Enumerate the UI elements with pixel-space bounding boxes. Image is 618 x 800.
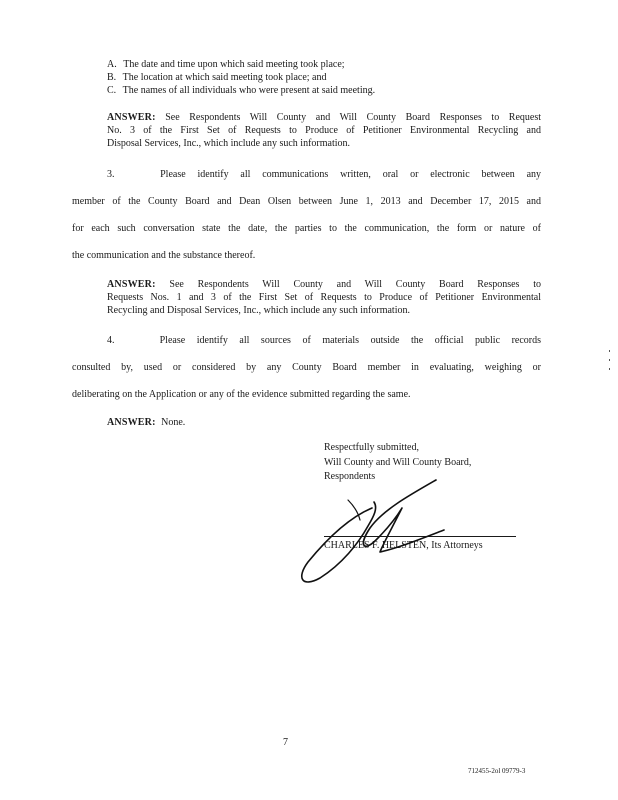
q3-line4: the communication and the substance thereof. bbox=[72, 250, 256, 261]
closing-line1: Respectfully submitted, bbox=[324, 442, 419, 453]
q3-line1 bbox=[107, 170, 541, 180]
document-id: 712455-2ol 09779-3 bbox=[468, 767, 526, 775]
list-marker: A. bbox=[107, 59, 117, 70]
q3-line2: member of the County Board and Dean Olsen between June 1, 2013 and December 17, 2015 and bbox=[72, 196, 541, 207]
list-text: The location at which said meeting took place; and bbox=[122, 72, 327, 83]
answer1-line1 bbox=[107, 113, 541, 123]
list-text: The names of all individuals who were present at said meeting. bbox=[122, 85, 376, 96]
closing-line3: Respondents bbox=[324, 471, 376, 482]
signature-scribble bbox=[288, 478, 448, 593]
list-marker: C. bbox=[107, 85, 117, 96]
q4-line1 bbox=[107, 336, 541, 346]
list-item-b bbox=[107, 73, 327, 83]
answer-text: See Respondents Will County and Will County Board Responses to Request bbox=[165, 112, 542, 123]
answer1-line2: No. 3 of the First Set of Requests to Produce of Petitioner Environmental Recycling and bbox=[107, 125, 541, 136]
q4-line3: deliberating on the Application or any of the evidence submitted regarding the same. bbox=[72, 389, 411, 400]
list-text: The date and time upon which said meeting took place; bbox=[123, 59, 345, 70]
answer-label: ANSWER: bbox=[107, 112, 156, 123]
answer3 bbox=[107, 418, 185, 428]
q3-number: 3. bbox=[107, 169, 115, 180]
answer-text: None. bbox=[161, 417, 186, 428]
q3-text: Please identify all communications written, oral or electronic between any bbox=[160, 169, 542, 180]
answer1-line3: Disposal Services, Inc., which include any such information. bbox=[107, 138, 350, 149]
q3-line3: for each such conversation state the date, the parties to the communication, the form or nature of bbox=[72, 223, 541, 234]
answer-label: ANSWER: bbox=[107, 417, 156, 428]
answer2-line3: Recycling and Disposal Services, Inc., which include any such information. bbox=[107, 305, 410, 316]
list-item-a bbox=[107, 60, 345, 70]
answer-text: See Respondents Will County and Will County Board Responses to bbox=[169, 279, 541, 290]
list-marker: B. bbox=[107, 72, 117, 83]
list-item-c bbox=[107, 86, 375, 96]
page-number: 7 bbox=[283, 737, 288, 748]
answer2-line1 bbox=[107, 280, 541, 290]
margin-marks bbox=[609, 350, 611, 376]
closing-line2: Will County and Will County Board, bbox=[324, 457, 472, 468]
signer-name: CHARLES F. HELSTEN, Its Attorneys bbox=[324, 540, 483, 551]
q4-text: Please identify all sources of materials outside the official public records bbox=[159, 335, 542, 346]
q4-line2: consulted by, used or considered by any County Board member in evaluating, weighing or bbox=[72, 362, 541, 373]
answer-label: ANSWER: bbox=[107, 279, 156, 290]
q4-number: 4. bbox=[107, 335, 115, 346]
answer2-line2: Requests Nos. 1 and 3 of the First Set of Requests to Produce of Petitioner Environmental bbox=[107, 292, 541, 303]
